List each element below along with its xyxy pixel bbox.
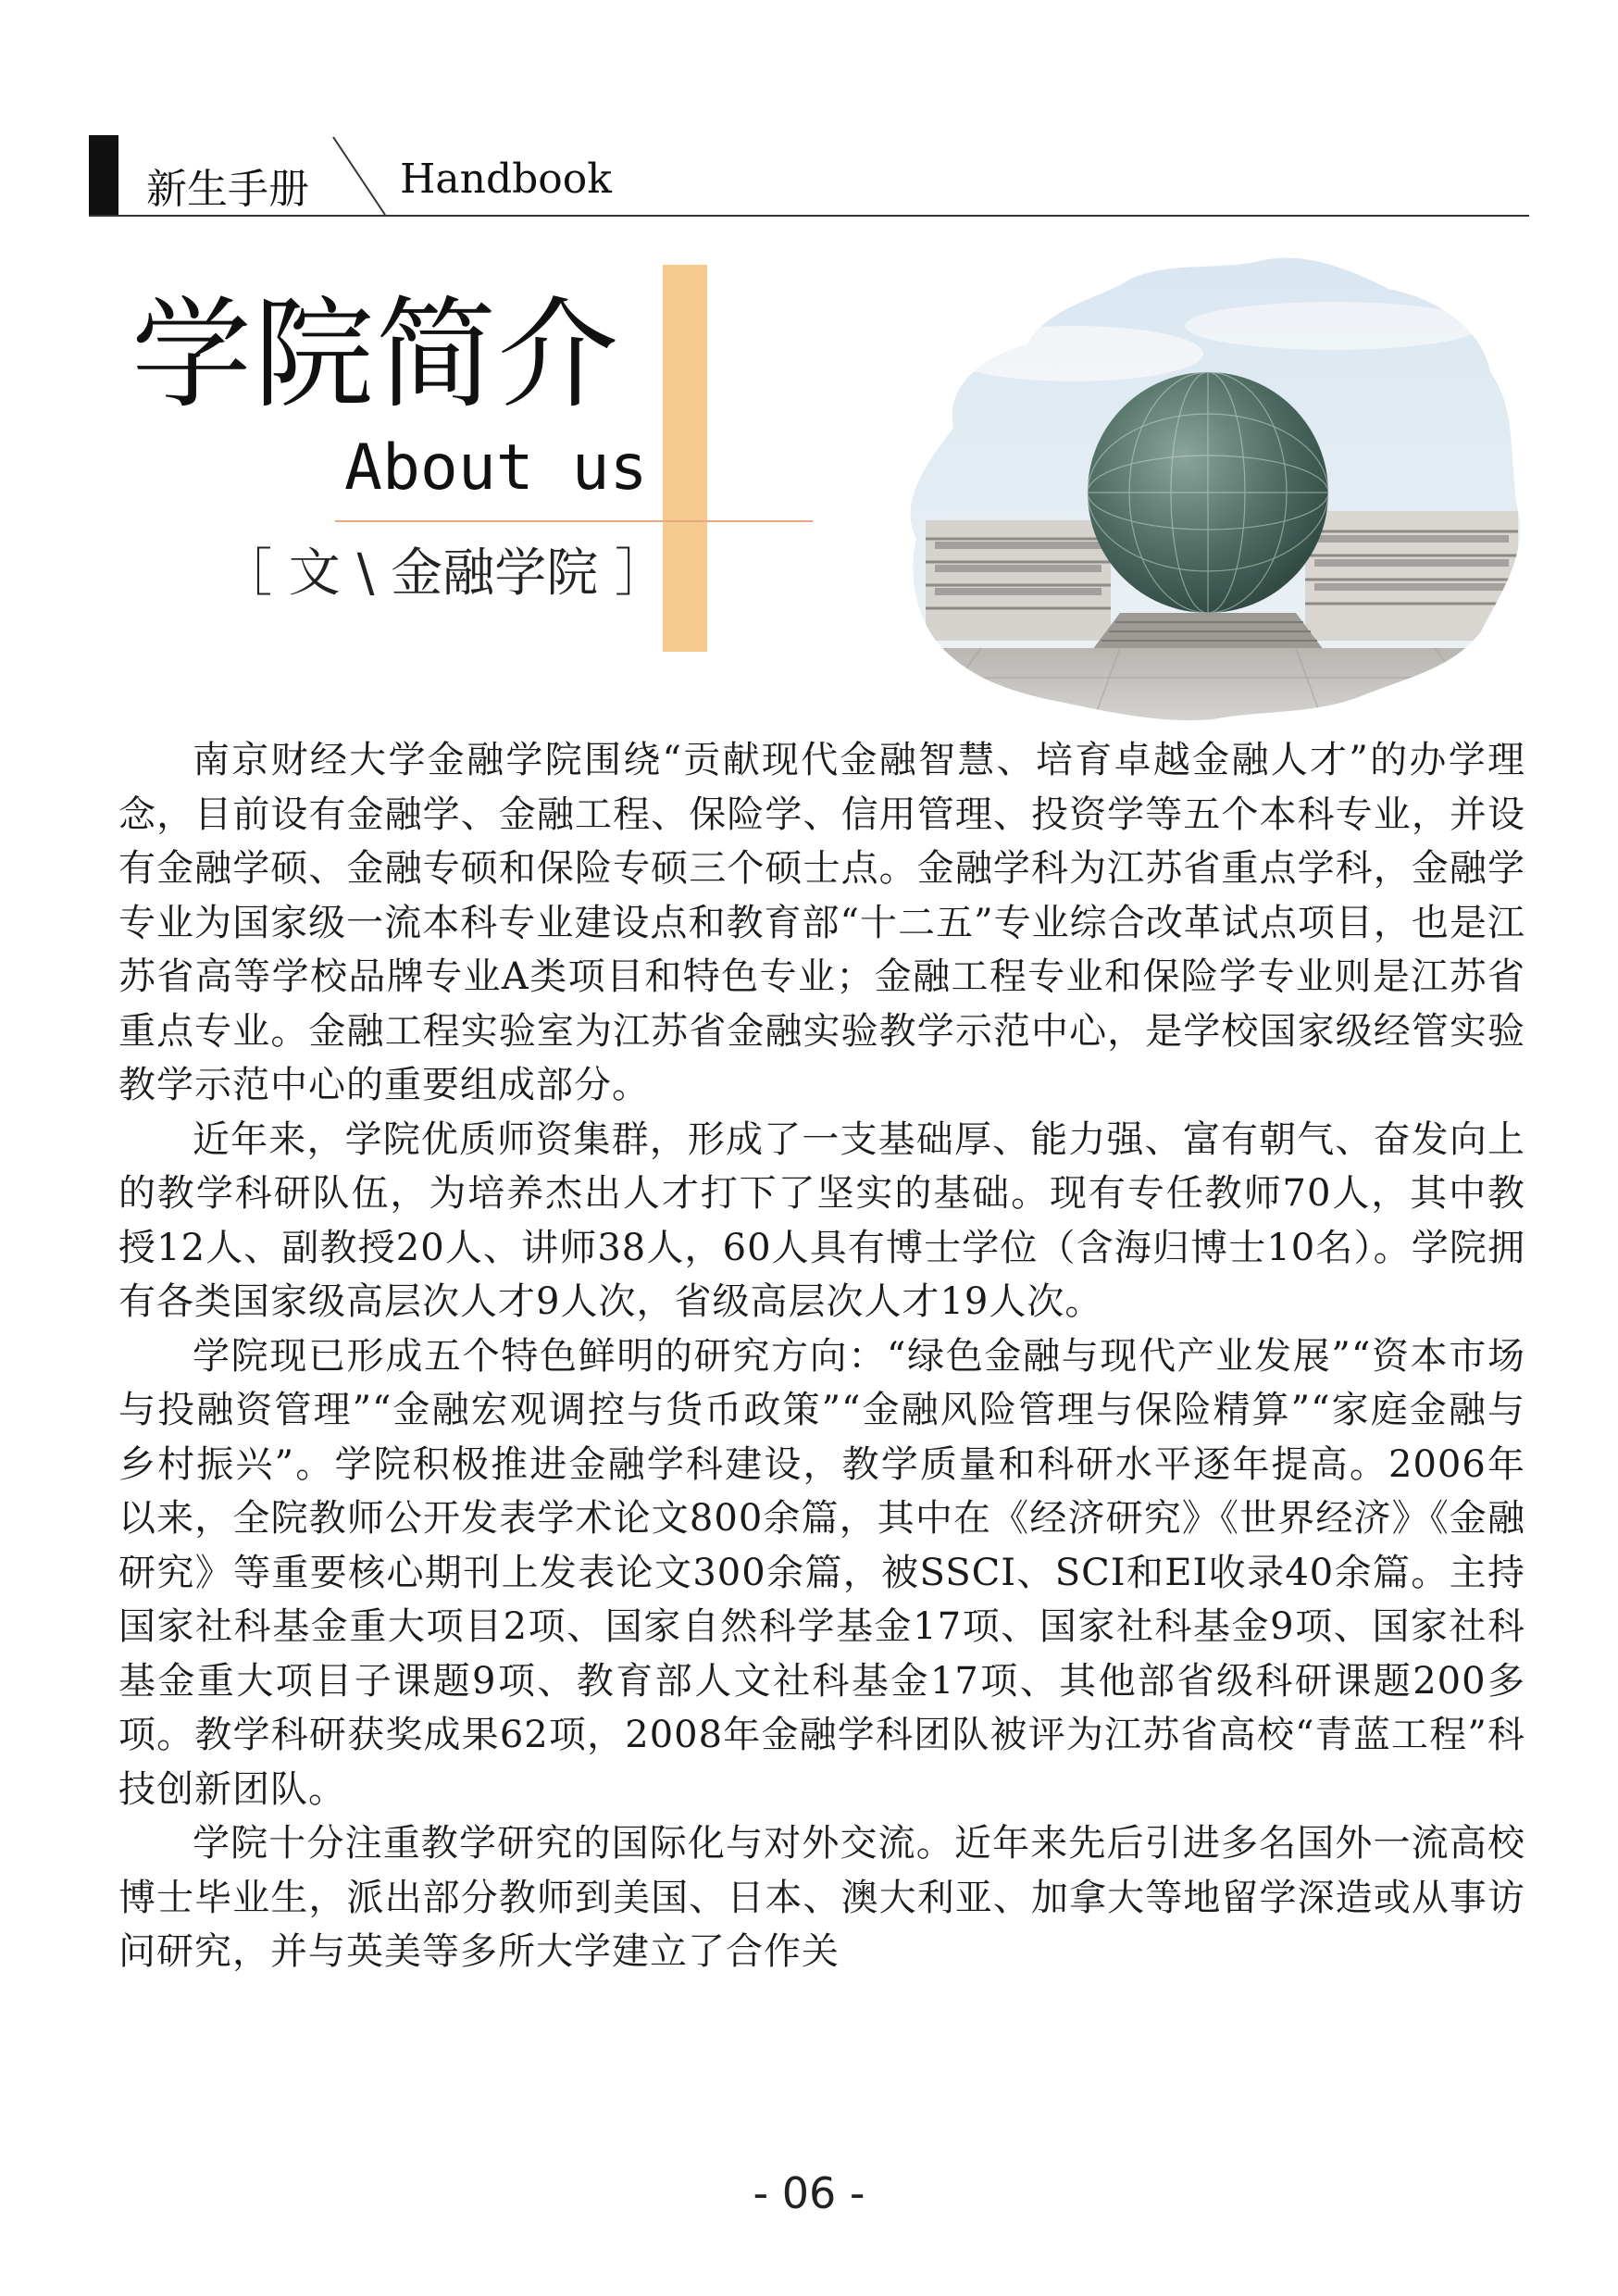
header-title-cn: 新生手册 (146, 166, 309, 213)
header-title-en: Handbook (400, 156, 612, 203)
paragraph: 南京财经大学金融学院围绕“贡献现代金融智慧、培育卓越金融人才”的办学理念，目前设有金融学、金融工程、保险学、信用管理、投资学等五个本科专业，并设有金融学硕、金融专硕和保险专硕三个硕士点。金融学科为江苏省重点学科，金融学专业为国家级一流本科专业建设点和教育部“十二五”专业综合改革试点项目，也是江苏省高等学校品牌专业A类项目和特色专业；金融工程专业和保险学专业则是江苏省重点专业。金融工程实验室为江苏省金融实验教学示范中心，是学校国家级经管实验教学示范中心的重要组成部分。 (118, 739, 1525, 1106)
campus-building-photo (889, 243, 1527, 724)
page-number: - 06 - (753, 2168, 865, 2218)
header-rule (89, 215, 1529, 217)
page-title: 学院简介 (131, 284, 621, 425)
page-subtitle: About us (344, 431, 648, 505)
article-body (118, 733, 1525, 1979)
paragraph: 近年来，学院优质师资集群，形成了一支基础厚、能力强、富有朝气、奋发向上的教学科研队伍，为培养杰出人才打下了坚实的基础。现有专任教师70人，其中教授12人、副教授20人、讲师38人，60人具有博士学位（含海归博士10名）。学院拥有各类国家级高层次人才9人次，省级高层次人才19人次。 (118, 1117, 1525, 1323)
header-bar (89, 135, 118, 215)
title-rule (335, 520, 813, 522)
paragraph: 学院十分注重教学研究的国际化与对外交流。近年来先后引进多名国外一流高校博士毕业生，派出部分教师到美国、日本、澳大利亚、加拿大等地留学深造或从事访问研究，并与英美等多所大学建立了合作关 (118, 1822, 1525, 1973)
byline: ［ 文 \ 金融学院 ］ (220, 543, 667, 604)
paragraph: 学院现已形成五个特色鲜明的研究方向：“绿色金融与现代产业发展”“资本市场与投融资管理”“金融宏观调控与货币政策”“金融风险管理与保险精算”“家庭金融与乡村振兴”。学院积极推进金融学科建设，教学质量和科研水平逐年提高。2006年以来，全院教师公开发表学术论文800余篇，其中在《经济研究》《世界经济》《金融研究》等重要核心期刊上发表论文300余篇，被SSCI、SCI和EI收录40余篇。主持国家社科基金重大项目2项、国家自然科学基金17项、国家社科基金9项、国家社科基金重大项目子课题9项、教育部人文社科基金17项、其他部省级科研课题200多项。教学科研获奖成果62项，2008年金融学科团队被评为江苏省高校“青蓝工程”科技创新团队。 (118, 1334, 1525, 1811)
accent-bar (663, 265, 707, 652)
header-slash-divider (330, 135, 389, 218)
